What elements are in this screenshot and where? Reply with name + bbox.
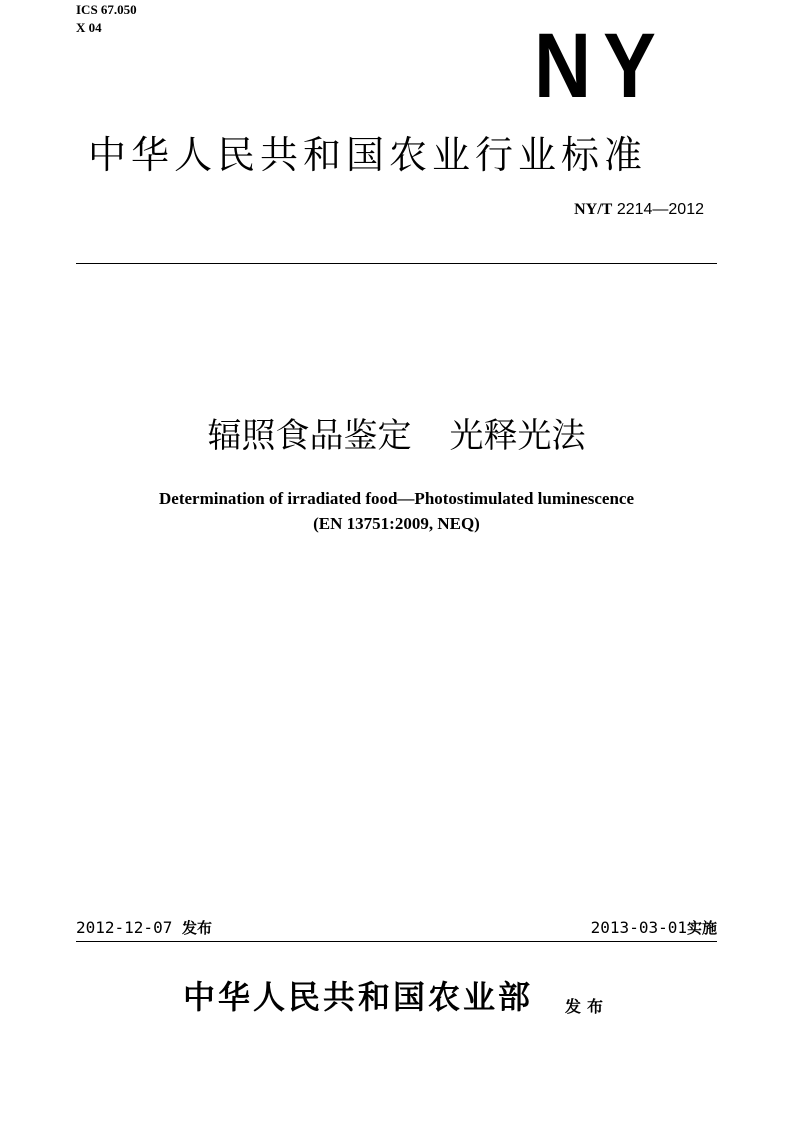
standard-category: 中华人民共和国农业行业标准 (88, 133, 648, 177)
bottom-divider (76, 941, 717, 942)
title-english-reference: (EN 13751:2009, NEQ) (313, 514, 480, 533)
publisher-action: 发布 (565, 997, 610, 1016)
standard-number-prefix: NY/T (574, 201, 613, 218)
title-chinese-method: 光释光法 (449, 416, 586, 456)
issue-date-value: 2012-12-07 (76, 918, 173, 937)
title-english: Determination of irradiated food—Photostimulated luminescence (159, 489, 634, 508)
ccs-code: X 04 (76, 20, 102, 35)
ny-logo: NY (534, 15, 668, 117)
publisher-name: 中华人民共和国农业部 (183, 978, 534, 1016)
classification-codes (76, 1, 137, 37)
top-divider (76, 263, 717, 264)
title-chinese-main: 辐照食品鉴定 (207, 416, 412, 456)
implementation-date-value: 2013-03-01 (590, 918, 687, 937)
implementation-date-label: 实施 (686, 919, 717, 937)
standard-number (574, 201, 704, 219)
issue-date-label: 发布 (181, 919, 212, 937)
implementation-date (591, 917, 717, 938)
standard-number-value: 2214—2012 (616, 201, 704, 218)
issue-date (76, 917, 212, 938)
ics-code: ICS 67.050 (76, 2, 137, 17)
title-chinese (0, 414, 793, 458)
